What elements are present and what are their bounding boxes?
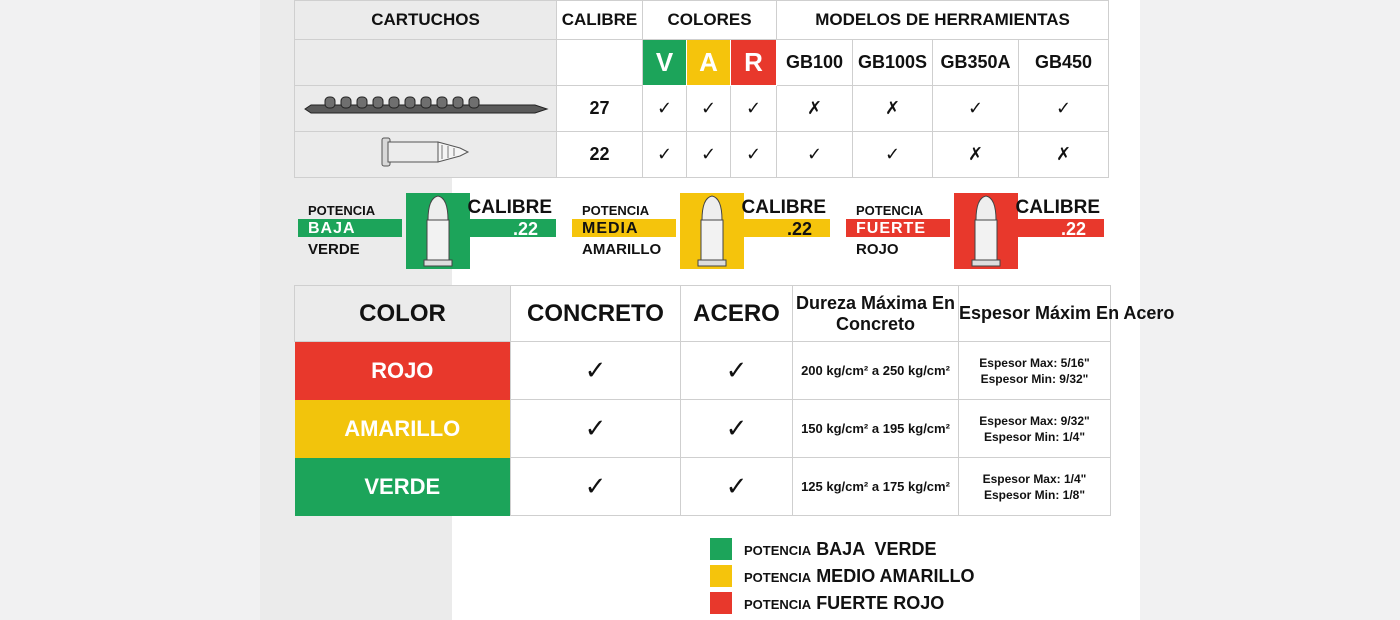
potencia-label: POTENCIA	[308, 203, 376, 218]
dureza-value: 125 kg/cm² a 175 kg/cm²	[793, 458, 959, 516]
check-icon: ✓	[731, 132, 777, 178]
header-cartuchos: CARTUCHOS	[295, 1, 557, 40]
cross-icon: ✗	[933, 132, 1019, 178]
table-row	[295, 132, 1109, 178]
color-letter-v: V	[643, 40, 687, 86]
calibre-value: 27	[557, 86, 643, 132]
power-legend	[706, 536, 1006, 617]
header-dureza: Dureza Máxima En Concreto	[793, 286, 959, 342]
espesor-min: Espesor Min: 1/8"	[983, 487, 1086, 502]
calibre-label: CALIBRE	[467, 197, 552, 218]
legend-potencia: POTENCIA	[744, 597, 812, 612]
check-icon: ✓	[731, 86, 777, 132]
check-icon: ✓	[777, 132, 853, 178]
bullet-icon	[419, 194, 457, 268]
dureza-value: 200 kg/cm² a 250 kg/cm²	[793, 342, 959, 400]
legend-text	[744, 539, 937, 560]
model-header: GB350A	[933, 40, 1019, 86]
color-name-cell: ROJO	[295, 342, 511, 400]
calibre-value: .22	[1060, 219, 1086, 239]
cross-icon: ✗	[777, 86, 853, 132]
model-header: GB100	[777, 40, 853, 86]
color-letter-a: A	[687, 40, 731, 86]
table-row	[295, 342, 1111, 400]
table-row	[295, 400, 1111, 458]
espesor-cell	[959, 342, 1111, 400]
check-icon: ✓	[681, 458, 793, 516]
check-icon: ✓	[933, 86, 1019, 132]
check-icon: ✓	[687, 86, 731, 132]
espesor-cell	[959, 400, 1111, 458]
power-label-baja	[298, 193, 556, 269]
legend-text	[744, 593, 944, 614]
legend-potencia: POTENCIA	[744, 543, 812, 558]
potencia-label: POTENCIA	[856, 203, 924, 218]
espesor-max: Espesor Max: 9/32"	[979, 413, 1090, 428]
bullet-icon	[967, 194, 1005, 268]
blank-cell	[557, 40, 643, 86]
color-usage-table	[294, 285, 1175, 516]
model-header: GB100S	[853, 40, 933, 86]
color-name-cell: VERDE	[295, 458, 511, 516]
espesor-min: Espesor Min: 1/4"	[983, 429, 1086, 444]
power-color-name: ROJO	[856, 241, 899, 258]
bullet-icon	[693, 194, 731, 268]
legend-swatch	[710, 565, 732, 587]
power-label-fuerte	[846, 193, 1104, 269]
check-icon: ✓	[511, 400, 681, 458]
check-icon: ✓	[681, 342, 793, 400]
legend-label: FUERTE ROJO	[816, 593, 945, 613]
header-espesor: Espesor Máxim En Acero	[959, 286, 1111, 342]
table-row	[295, 86, 1109, 132]
power-level: BAJA	[308, 220, 356, 237]
header-color: COLOR	[295, 286, 511, 342]
check-icon: ✓	[681, 400, 793, 458]
legend-item	[706, 563, 1006, 590]
legend-potencia: POTENCIA	[744, 570, 812, 585]
blank-cell	[295, 40, 557, 86]
check-icon: ✓	[1019, 86, 1109, 132]
legend-item	[706, 536, 1006, 563]
power-color-name: AMARILLO	[582, 241, 662, 258]
espesor-max: Espesor Max: 1/4"	[982, 471, 1087, 486]
espesor-cell	[959, 458, 1111, 516]
legend-label: BAJA VERDE	[816, 539, 937, 559]
calibre-label: CALIBRE	[1015, 197, 1100, 218]
cross-icon: ✗	[853, 86, 933, 132]
calibre-value: .22	[512, 219, 538, 239]
product-sheet	[294, 0, 1175, 620]
power-color-name: VERDE	[308, 241, 360, 258]
header-acero: ACERO	[681, 286, 793, 342]
legend-text	[744, 566, 975, 587]
color-name-cell: AMARILLO	[295, 400, 511, 458]
espesor-max: Espesor Max: 5/16"	[979, 355, 1090, 370]
espesor-min: Espesor Min: 9/32"	[980, 371, 1089, 386]
cartridge-compatibility-table	[294, 0, 1109, 178]
model-header: GB450	[1019, 40, 1109, 86]
check-icon: ✓	[511, 458, 681, 516]
calibre-value: 22	[557, 132, 643, 178]
single-cartridge-icon	[295, 132, 557, 178]
header-modelos: MODELOS DE HERRAMIENTAS	[777, 1, 1109, 40]
cross-icon: ✗	[1019, 132, 1109, 178]
cartridge-strip-icon	[295, 86, 557, 132]
power-level: MEDIA	[582, 220, 639, 237]
potencia-label: POTENCIA	[582, 203, 650, 218]
table-row	[295, 458, 1111, 516]
legend-item	[706, 590, 1006, 617]
calibre-value: .22	[786, 219, 812, 239]
power-label-media	[572, 193, 830, 269]
dureza-value: 150 kg/cm² a 195 kg/cm²	[793, 400, 959, 458]
calibre-label: CALIBRE	[741, 197, 826, 218]
legend-label: MEDIO AMARILLO	[816, 566, 975, 586]
legend-swatch	[710, 592, 732, 614]
header-colores: COLORES	[643, 1, 777, 40]
color-letter-r: R	[731, 40, 777, 86]
check-icon: ✓	[853, 132, 933, 178]
header-calibre: CALIBRE	[557, 1, 643, 40]
check-icon: ✓	[643, 132, 687, 178]
header-concreto: CONCRETO	[511, 286, 681, 342]
check-icon: ✓	[511, 342, 681, 400]
legend-swatch	[710, 538, 732, 560]
check-icon: ✓	[643, 86, 687, 132]
power-level: FUERTE	[856, 220, 926, 237]
check-icon: ✓	[687, 132, 731, 178]
